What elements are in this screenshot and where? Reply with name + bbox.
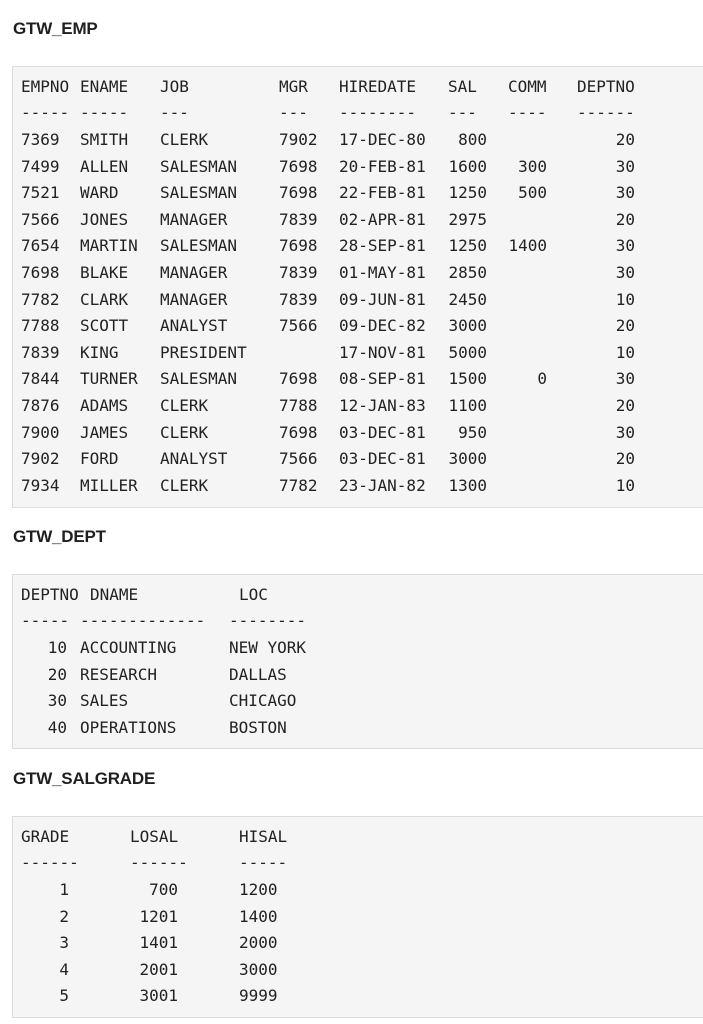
emp-cell-hiredate: 08-SEP-81 (339, 369, 426, 389)
salgrade-cell-grade: 5 (59, 986, 69, 1006)
emp-cell-hiredate: 03-DEC-81 (339, 449, 426, 469)
salgrade-cell-hisal: 1200 (239, 880, 278, 899)
emp-cell-sal: 1250 (448, 236, 487, 256)
emp-cell-deptno: 30 (615, 369, 635, 389)
emp-table-row (13, 157, 703, 177)
emp-cell-comm: 300 (518, 156, 547, 176)
emp-cell-deptno: 10 (615, 289, 635, 309)
emp-cell-job: ANALYST (160, 316, 228, 336)
dept-cell-deptno: 30 (47, 691, 67, 711)
emp-underline-ename: ----- (80, 103, 129, 122)
emp-cell-sal: 1600 (448, 156, 487, 176)
emp-cell-comm: 1400 (508, 236, 547, 256)
emp-table-row (13, 316, 703, 336)
emp-cell-sal: 1100 (448, 396, 487, 415)
dept-cell-loc: BOSTON (229, 717, 287, 737)
emp-cell-sal: 2450 (448, 289, 487, 309)
salgrade-table-row (13, 907, 703, 927)
dept-underline-row (13, 611, 703, 631)
emp-cell-empno: 7521 (21, 183, 60, 203)
emp-cell-comm: 500 (518, 183, 547, 203)
emp-cell-job: MANAGER (160, 209, 228, 229)
dept-header-dname: DNAME (90, 585, 139, 604)
emp-cell-hiredate: 09-DEC-82 (339, 316, 426, 336)
dept-underline-dname: ------------- (80, 611, 206, 630)
dept-cell-dname: RESEARCH (80, 664, 158, 684)
emp-underline-mgr: --- (279, 103, 308, 122)
emp-cell-mgr: 7788 (279, 396, 318, 415)
emp-cell-empno: 7499 (21, 156, 60, 176)
emp-cell-ename: JONES (80, 209, 129, 229)
emp-cell-job: CLERK (160, 475, 209, 495)
dept-cell-dname: SALES (80, 691, 129, 711)
emp-table-row (13, 476, 703, 496)
emp-cell-deptno: 10 (615, 475, 635, 495)
emp-cell-deptno: 20 (615, 449, 635, 469)
emp-cell-job: SALESMAN (160, 236, 238, 256)
emp-code-block (12, 66, 703, 508)
salgrade-title: GTW_SALGRADE (13, 769, 156, 788)
salgrade-cell-grade: 1 (59, 880, 69, 899)
emp-cell-sal: 2975 (448, 209, 487, 229)
dept-table-row (13, 665, 703, 685)
emp-cell-hiredate: 20-FEB-81 (339, 156, 426, 176)
emp-header-deptno: DEPTNO (577, 77, 635, 96)
dept-cell-deptno: 10 (47, 638, 67, 657)
emp-cell-sal: 1500 (448, 369, 487, 389)
emp-cell-job: CLERK (160, 396, 209, 415)
emp-cell-ename: TURNER (80, 369, 138, 389)
dept-header-row (13, 585, 703, 605)
emp-cell-hiredate: 02-APR-81 (339, 209, 426, 229)
emp-cell-mgr: 7566 (279, 449, 318, 469)
salgrade-header-hisal: HISAL (239, 827, 288, 846)
salgrade-cell-losal: 1401 (139, 933, 178, 953)
emp-cell-empno: 7698 (21, 263, 60, 282)
emp-table-row (13, 130, 703, 150)
salgrade-underline-row (13, 853, 703, 873)
emp-cell-sal: 5000 (448, 342, 487, 362)
emp-cell-ename: ALLEN (80, 156, 129, 176)
emp-header-row (13, 77, 703, 97)
emp-underline-row (13, 103, 703, 123)
salgrade-cell-hisal: 1400 (239, 906, 278, 926)
emp-cell-empno: 7844 (21, 369, 60, 389)
emp-cell-empno: 7900 (21, 422, 60, 442)
emp-cell-empno: 7839 (21, 342, 60, 362)
emp-cell-hiredate: 09-JUN-81 (339, 289, 426, 309)
emp-table-row (13, 236, 703, 256)
salgrade-cell-grade: 4 (59, 959, 69, 979)
emp-cell-job: PRESIDENT (160, 342, 247, 362)
emp-cell-mgr: 7839 (279, 263, 318, 282)
emp-cell-job: ANALYST (160, 449, 228, 469)
emp-table-row (13, 396, 703, 416)
emp-header-hiredate: HIREDATE (339, 77, 417, 96)
salgrade-cell-losal: 1201 (139, 906, 178, 926)
emp-cell-sal: 3000 (448, 449, 487, 469)
emp-cell-hiredate: 12-JAN-83 (339, 396, 426, 415)
emp-cell-job: SALESMAN (160, 156, 238, 176)
emp-cell-empno: 7654 (21, 236, 60, 256)
emp-table-row (13, 183, 703, 203)
emp-cell-mgr: 7698 (279, 236, 318, 256)
emp-cell-ename: SCOTT (80, 316, 129, 336)
dept-cell-deptno: 20 (47, 664, 67, 684)
emp-cell-job: MANAGER (160, 263, 228, 282)
emp-table-row (13, 210, 703, 230)
emp-underline-deptno: ------ (577, 103, 635, 122)
emp-underline-comm: ---- (508, 103, 547, 122)
emp-cell-hiredate: 01-MAY-81 (339, 263, 426, 282)
emp-cell-mgr: 7839 (279, 209, 318, 229)
dept-underline-deptno: ----- (21, 611, 70, 630)
emp-cell-ename: MILLER (80, 475, 138, 495)
emp-cell-sal: 3000 (448, 316, 487, 336)
emp-cell-empno: 7566 (21, 209, 60, 229)
emp-cell-ename: SMITH (80, 130, 129, 149)
dept-cell-dname: OPERATIONS (80, 717, 177, 737)
emp-cell-empno: 7876 (21, 396, 60, 415)
emp-header-sal: SAL (448, 77, 477, 96)
emp-cell-empno: 7788 (21, 316, 60, 336)
emp-table-row (13, 263, 703, 283)
emp-cell-deptno: 10 (615, 342, 635, 362)
emp-cell-mgr: 7839 (279, 289, 318, 309)
emp-cell-mgr: 7902 (279, 130, 318, 149)
emp-cell-hiredate: 03-DEC-81 (339, 422, 426, 442)
emp-header-job: JOB (160, 77, 189, 96)
dept-cell-loc: DALLAS (229, 664, 287, 684)
dept-cell-loc: CHICAGO (229, 691, 297, 711)
salgrade-underline-hisal: ----- (239, 853, 288, 872)
emp-cell-deptno: 20 (615, 130, 635, 149)
emp-header-mgr: MGR (279, 77, 308, 96)
emp-cell-hiredate: 17-NOV-81 (339, 342, 426, 362)
salgrade-cell-hisal: 2000 (239, 933, 278, 953)
salgrade-header-losal: LOSAL (130, 827, 179, 846)
emp-cell-job: MANAGER (160, 289, 228, 309)
dept-cell-loc: NEW YORK (229, 638, 307, 657)
emp-cell-empno: 7902 (21, 449, 60, 469)
emp-cell-deptno: 30 (615, 236, 635, 256)
emp-underline-job: --- (160, 103, 189, 122)
salgrade-cell-losal: 700 (149, 880, 178, 899)
emp-header-comm: COMM (508, 77, 547, 96)
emp-cell-deptno: 20 (615, 396, 635, 415)
dept-table-row (13, 691, 703, 711)
emp-cell-ename: KING (80, 342, 119, 362)
emp-title: GTW_EMP (13, 19, 98, 38)
salgrade-cell-grade: 2 (59, 906, 69, 926)
emp-cell-deptno: 30 (615, 183, 635, 203)
salgrade-code-block (12, 816, 703, 1018)
emp-cell-mgr: 7698 (279, 369, 318, 389)
emp-cell-mgr: 7566 (279, 316, 318, 336)
salgrade-header-grade: GRADE (21, 827, 70, 846)
salgrade-cell-hisal: 3000 (239, 959, 278, 979)
emp-cell-ename: BLAKE (80, 263, 129, 282)
emp-cell-empno: 7934 (21, 475, 60, 495)
salgrade-table-row (13, 960, 703, 980)
dept-cell-deptno: 40 (47, 717, 67, 737)
emp-cell-sal: 2850 (448, 263, 487, 282)
emp-cell-job: SALESMAN (160, 183, 238, 203)
emp-cell-deptno: 20 (615, 316, 635, 336)
emp-underline-empno: ----- (21, 103, 70, 122)
emp-table-row (13, 449, 703, 469)
emp-cell-ename: JAMES (80, 422, 129, 442)
emp-cell-hiredate: 28-SEP-81 (339, 236, 426, 256)
emp-cell-job: SALESMAN (160, 369, 238, 389)
emp-cell-empno: 7369 (21, 130, 60, 149)
emp-cell-hiredate: 17-DEC-80 (339, 130, 426, 149)
salgrade-table-row (13, 933, 703, 953)
emp-table-row (13, 369, 703, 389)
emp-table-row (13, 423, 703, 443)
emp-cell-deptno: 20 (615, 209, 635, 229)
emp-cell-hiredate: 23-JAN-82 (339, 475, 426, 495)
emp-table-row (13, 343, 703, 363)
emp-cell-deptno: 30 (615, 263, 635, 282)
salgrade-cell-losal: 2001 (139, 959, 178, 979)
salgrade-cell-losal: 3001 (139, 986, 178, 1006)
dept-header-loc: LOC (239, 585, 268, 604)
dept-table-row (13, 718, 703, 738)
emp-cell-mgr: 7698 (279, 156, 318, 176)
emp-cell-deptno: 30 (615, 422, 635, 442)
salgrade-table-row (13, 880, 703, 900)
salgrade-header-row (13, 827, 703, 847)
dept-code-block (12, 574, 703, 749)
emp-header-ename: ENAME (80, 77, 129, 96)
dept-header-deptno: DEPTNO (21, 585, 79, 604)
emp-cell-empno: 7782 (21, 289, 60, 309)
emp-cell-ename: CLARK (80, 289, 129, 309)
emp-cell-sal: 950 (458, 422, 487, 442)
dept-cell-dname: ACCOUNTING (80, 638, 177, 657)
emp-header-empno: EMPNO (21, 77, 70, 96)
dept-title: GTW_DEPT (13, 527, 106, 546)
dept-table-row (13, 638, 703, 658)
emp-cell-ename: MARTIN (80, 236, 138, 256)
emp-cell-ename: FORD (80, 449, 119, 469)
emp-cell-mgr: 7698 (279, 422, 318, 442)
salgrade-cell-hisal: 9999 (239, 986, 278, 1006)
emp-cell-sal: 1250 (448, 183, 487, 203)
emp-cell-job: CLERK (160, 130, 209, 149)
emp-cell-ename: ADAMS (80, 396, 129, 415)
emp-cell-deptno: 30 (615, 156, 635, 176)
emp-cell-mgr: 7698 (279, 183, 318, 203)
emp-cell-sal: 800 (458, 130, 487, 149)
emp-cell-mgr: 7782 (279, 475, 318, 495)
emp-table-row (13, 290, 703, 310)
salgrade-underline-losal: ------ (130, 853, 188, 872)
emp-cell-sal: 1300 (448, 475, 487, 495)
emp-underline-sal: --- (448, 103, 477, 122)
salgrade-table-row (13, 986, 703, 1006)
dept-underline-loc: -------- (229, 611, 307, 630)
salgrade-cell-grade: 3 (59, 933, 69, 953)
emp-underline-hiredate: -------- (339, 103, 417, 122)
salgrade-underline-grade: ------ (21, 853, 79, 872)
emp-cell-comm: 0 (537, 369, 547, 389)
emp-cell-job: CLERK (160, 422, 209, 442)
emp-cell-ename: WARD (80, 183, 119, 203)
emp-cell-hiredate: 22-FEB-81 (339, 183, 426, 203)
